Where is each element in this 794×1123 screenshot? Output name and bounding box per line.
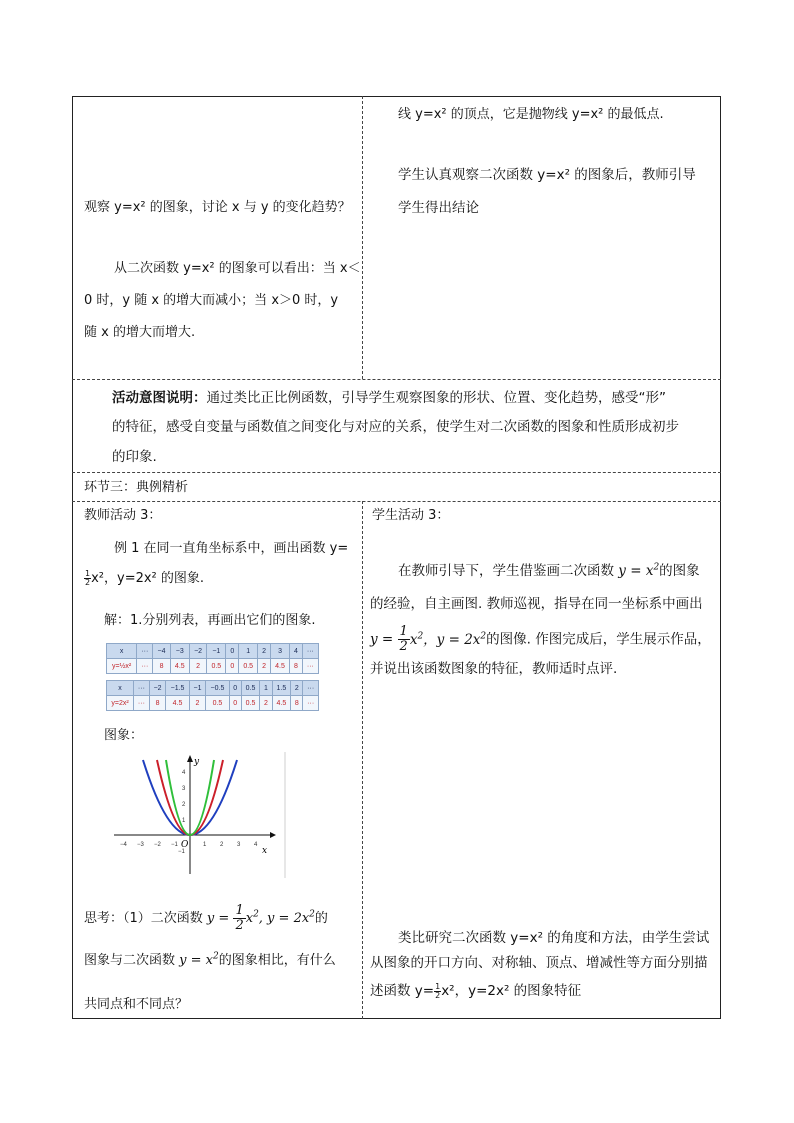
student-p2-l3b: x²，y=2x² 的图象特征 xyxy=(441,983,582,999)
intent-line-1 xyxy=(112,389,666,407)
student-p1-line-1 xyxy=(398,562,700,580)
solution-text: 解：1.分别列表，再画出它们的图象. xyxy=(104,613,316,628)
answer-line-2: 0 时，y 随 x 的增大而减小；当 x＞0 时，y xyxy=(84,293,339,308)
table1-h4: −2 xyxy=(189,644,206,659)
table2-h9: 1.5 xyxy=(272,681,291,696)
table2-h2: −2 xyxy=(149,681,166,696)
table2-value-row xyxy=(107,696,319,711)
table1-h10: 4 xyxy=(290,644,303,659)
think-line-2 xyxy=(84,952,336,970)
table1-h6: 0 xyxy=(226,644,239,659)
student-p1-l3b: 的图像. 作图完成后，学生展示作品， xyxy=(486,631,711,648)
math-y-x2: $y = x^2$ xyxy=(179,951,219,968)
table1-v4: 0.5 xyxy=(207,659,226,674)
divider-h1 xyxy=(72,379,721,380)
ytick-4: 4 xyxy=(182,770,186,776)
section-title: 环节三：典例精析 xyxy=(84,480,189,495)
math-y-eq: y = xyxy=(206,911,230,926)
table2-v2: 4.5 xyxy=(166,696,189,711)
student-half-fraction: $\frac{1}{2}$ xyxy=(435,981,441,1000)
vertex-text: 线 y=x² 的顶点，它是抛物线 y=x² 的最低点. xyxy=(398,107,664,122)
student-observe-line-2: 学生得出结论 xyxy=(398,200,479,216)
student-p1-l1b: 的图象 xyxy=(659,563,700,579)
table2-v10: ··· xyxy=(303,696,319,711)
math-x2-a: $x^2$, $y = 2x^2$ xyxy=(245,909,315,926)
question-text: 观察 y=x² 的图象，讨论 x 与 y 的变化趋势？ xyxy=(84,200,351,215)
think-l2-tail: 的图象相比，有什么 xyxy=(218,953,336,968)
example-line-2 xyxy=(84,570,204,588)
table2-v3: 2 xyxy=(189,696,206,711)
table2-h3: −1.5 xyxy=(166,681,189,696)
table1-row-label: y=½x² xyxy=(107,659,137,674)
table1-v7: 2 xyxy=(258,659,271,674)
divider-row3 xyxy=(362,501,363,1019)
math-student-half: $\frac{1}{2}$ xyxy=(399,624,408,654)
math-student-y: y = xyxy=(370,631,394,648)
table1-v10: ··· xyxy=(302,659,318,674)
table2-v0: ··· xyxy=(134,696,150,711)
ytick-2: 2 xyxy=(182,802,186,808)
table2-header-row xyxy=(107,681,319,696)
math-student-x2: $x^2$，$y = 2x^2$ xyxy=(409,631,487,648)
ytick-n1: −1 xyxy=(178,849,185,855)
student-p2-line-1: 类比研究二次函数 y=x² 的角度和方法，由学生尝试 xyxy=(398,930,710,946)
table2-v9: 8 xyxy=(291,696,303,711)
table1-h7: 1 xyxy=(239,644,258,659)
x-axis-arrow xyxy=(270,832,276,838)
student-p1-line-2: 的经验，自主画图. 教师巡视，指导在同一坐标系中画出 xyxy=(370,596,703,612)
xtick-n3: −3 xyxy=(137,842,144,848)
table2-h11: ··· xyxy=(303,681,319,696)
student-observe-line-1: 学生认真观察二次函数 y=x² 的图象后，教师引导 xyxy=(398,167,696,183)
table2-h0: x xyxy=(107,681,134,696)
math-half: $\frac{1}{2}$ xyxy=(235,903,244,933)
xtick-n2: −2 xyxy=(154,842,161,848)
table1-v5: 0 xyxy=(226,659,239,674)
origin-label: O xyxy=(181,840,189,850)
table1-value-row xyxy=(107,659,319,674)
intent-label: 活动意图说明： xyxy=(112,390,207,406)
divider-h2 xyxy=(72,472,721,473)
divider-h3 xyxy=(72,501,721,502)
table1-h11: ··· xyxy=(302,644,318,659)
think-prefix: 思考：（1）二次函数 xyxy=(84,911,203,926)
intent-line-3: 的印象. xyxy=(112,449,157,465)
y-axis-arrow xyxy=(187,755,193,762)
student-p2-l3a: 述函数 y= xyxy=(370,983,435,999)
table1-v1: 8 xyxy=(153,659,170,674)
answer-line-3: 随 x 的增大而增大. xyxy=(84,325,196,340)
ytick-3: 3 xyxy=(182,786,186,792)
xtick-n4: −4 xyxy=(120,842,127,848)
table2-h1: ··· xyxy=(134,681,150,696)
parabola-graph xyxy=(110,752,290,878)
x-ticks xyxy=(120,842,258,848)
example-line-1: 例 1 在同一直角坐标系中，画出函数 y= xyxy=(114,541,349,556)
value-table-2 xyxy=(106,680,319,711)
student-p1-line-4: 并说出该函数图象的特征，教师适时点评. xyxy=(370,661,618,677)
student-p2-line-2: 从图象的开口方向、对称轴、顶点、增减性等方面分别描 xyxy=(370,955,708,971)
table1-h2: −4 xyxy=(153,644,170,659)
table2-v1: 8 xyxy=(149,696,166,711)
divider-row1 xyxy=(362,96,363,379)
intent-line-2: 的特征，感受自变量与函数值之间变化与对应的关系，使学生对二次函数的图象和性质形成初步 xyxy=(112,419,679,435)
math-y-x2-student: $y = x^2$ xyxy=(618,562,660,579)
table1-h8: 2 xyxy=(258,644,271,659)
table1-h0: x xyxy=(107,644,137,659)
answer-line-1: 从二次函数 y=x² 的图象可以看出：当 x＜ xyxy=(114,261,361,276)
intent-text-1: 通过类比正比例函数，引导学生观察图象的形状、位置、变化趋势，感受“形” xyxy=(206,390,666,406)
graph-label: 图象： xyxy=(104,728,144,743)
table1-h3: −3 xyxy=(170,644,189,659)
table1-v9: 8 xyxy=(290,659,303,674)
ytick-1: 1 xyxy=(182,818,186,824)
table1-v3: 2 xyxy=(189,659,206,674)
table2-v7: 2 xyxy=(260,696,272,711)
table1-header-row xyxy=(107,644,319,659)
x-axis-label: x xyxy=(262,846,268,856)
table2-h4: −1 xyxy=(189,681,206,696)
student-heading: 学生活动 3： xyxy=(372,508,450,523)
xtick-1: 1 xyxy=(203,842,207,848)
table2-v8: 4.5 xyxy=(272,696,291,711)
student-p2-line-3 xyxy=(370,982,581,1000)
half-fraction: $\frac{1}{2}$ xyxy=(85,569,91,587)
xtick-2: 2 xyxy=(220,842,224,848)
xtick-4: 4 xyxy=(254,842,258,848)
think-line-1: 思考：（1）二次函数 y = $\frac{1}{2}$ $x^2$, $y = 2x^2$的 xyxy=(84,903,328,933)
student-p1-l1a: 在教师引导下，学生借鉴画二次函数 xyxy=(398,563,614,579)
table2-h8: 1 xyxy=(260,681,272,696)
example-tail: x²，y=2x² 的图象. xyxy=(91,571,205,586)
table1-v8: 4.5 xyxy=(270,659,289,674)
value-table-1 xyxy=(106,643,319,674)
table1-v0: ··· xyxy=(137,659,153,674)
think-line-3: 共同点和不同点？ xyxy=(84,997,189,1012)
table2-h10: 2 xyxy=(291,681,303,696)
y-axis-label: y xyxy=(194,757,200,767)
xtick-n1: −1 xyxy=(171,842,178,848)
table2-h6: 0 xyxy=(229,681,241,696)
student-p1-line-3 xyxy=(370,625,711,654)
table2-h7: 0.5 xyxy=(241,681,260,696)
table1-v6: 0.5 xyxy=(239,659,258,674)
table2-v6: 0.5 xyxy=(241,696,260,711)
xtick-3: 3 xyxy=(237,842,241,848)
think-l2-text: 图象与二次函数 xyxy=(84,953,176,968)
table2-v4: 0.5 xyxy=(206,696,229,711)
table1-h9: 3 xyxy=(270,644,289,659)
table1-h1: ··· xyxy=(137,644,153,659)
table1-v2: 4.5 xyxy=(170,659,189,674)
teacher-heading: 教师活动 3： xyxy=(84,508,162,523)
table2-h5: −0.5 xyxy=(206,681,229,696)
table2-v5: 0 xyxy=(229,696,241,711)
table2-row-label: y=2x² xyxy=(107,696,134,711)
table1-h5: −1 xyxy=(207,644,226,659)
